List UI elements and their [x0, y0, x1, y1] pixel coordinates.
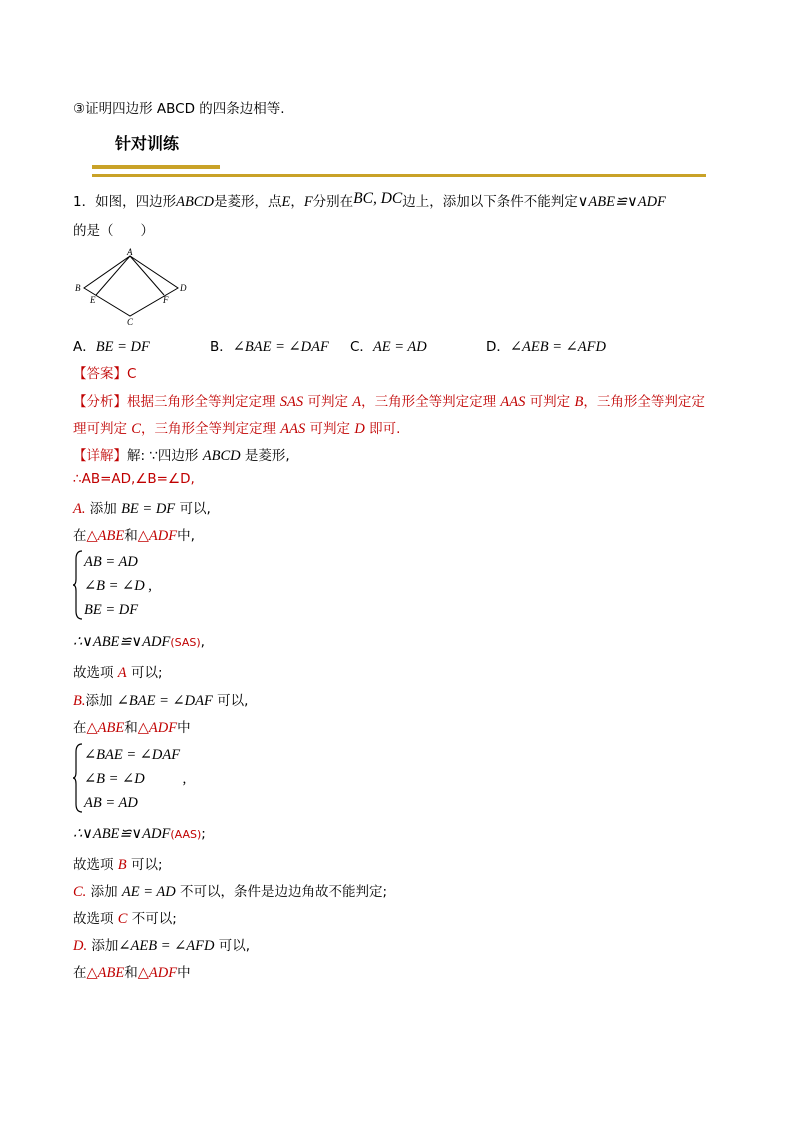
analysis-label: 【分析】 [73, 394, 127, 410]
point-label-f: F [163, 295, 169, 305]
detail-option-b-line: B.添加 ∠BAE = ∠DAF 可以, [73, 693, 249, 709]
point-label-b: B [75, 283, 81, 293]
rhombus-figure [72, 248, 194, 330]
detail-conclusion-2: ∴∨ABE≌∨ADF(AAS); [73, 826, 206, 842]
option-c[interactable]: C．AE = AD [350, 339, 427, 355]
detail-option-a-line: A. 添加 BE = DF 可以, [73, 501, 211, 517]
detail-option-d-line: D. 添加∠AEB = ∠AFD 可以, [73, 938, 251, 954]
system-1-row: BE = DF [84, 602, 139, 618]
analysis-line-2: 理可判定 C，三角形全等判定定理 AAS 可判定 D 即可. [73, 421, 401, 437]
system-2-row: ∠BAE = ∠DAF [84, 747, 181, 763]
question-line-2: 的是（ ） [73, 223, 154, 239]
answer-label: 【答案】 [73, 366, 127, 382]
question-number: 1． [73, 194, 96, 210]
rhombus-outline [84, 256, 178, 316]
brace-2 [72, 742, 84, 814]
detail-triangles-3: 在△ABE和△ADF中 [73, 965, 191, 981]
detail-option-a-ok: 故选项 A 可以; [73, 665, 163, 681]
system-2-row: ∠B = ∠D , [84, 771, 187, 787]
analysis-line-1: 【分析】根据三角形全等判定定理 SAS 可判定 A，三角形全等判定定理 AAS 可判定 B，三角形全等判定定 [73, 394, 705, 410]
detail-option-c-no: 故选项 C 不可以; [73, 911, 177, 927]
point-label-d: D [180, 283, 187, 293]
section-underline-long [92, 174, 706, 177]
answer-line [73, 362, 136, 382]
detail-intro: 【详解】解: ∵四边形 ABCD 是菱形, [73, 448, 290, 464]
question-line-1: 1．如图，四边形ABCD是菱形，点E，F分别在BC, DC边上，添加以下条件不能判定∨ABE≌∨ADF [73, 190, 666, 210]
system-2-row: AB = AD [84, 795, 138, 811]
detail-triangles-2: 在△ABE和△ADF中 [73, 720, 191, 736]
system-1-row: AB = AD [84, 554, 138, 570]
detail-option-c-line: C. 添加 AE = AD 不可以，条件是边边角故不能判定; [73, 884, 388, 900]
detail-conclusion-1: ∴∨ABE≌∨ADF(SAS), [73, 634, 205, 650]
section-title: 针对训练 [115, 134, 180, 153]
detail-label: 【详解】 [73, 448, 127, 464]
point-label-c: C [127, 317, 134, 327]
section-underline-short [92, 165, 220, 169]
detail-triangles-1: 在△ABE和△ADF中, [73, 528, 195, 544]
option-d[interactable]: D．∠AEB = ∠AFD [486, 339, 606, 355]
system-2 [84, 743, 186, 815]
detail-option-b-ok: 故选项 B 可以; [73, 857, 163, 873]
brace-1 [72, 549, 84, 621]
answer-value: C [127, 366, 137, 382]
point-label-a: A [127, 248, 133, 257]
system-1-row: ∠B = ∠D , [84, 578, 152, 594]
option-a[interactable]: A．BE = DF [73, 339, 150, 355]
point-label-e: E [90, 295, 96, 305]
prev-item-text: ③证明四边形 ABCD 的四条边相等. [73, 101, 285, 117]
detail-given: ∴AB=AD,∠B=∠D, [73, 471, 195, 487]
option-b[interactable]: B．∠BAE = ∠DAF [210, 339, 329, 355]
system-1 [84, 550, 152, 622]
